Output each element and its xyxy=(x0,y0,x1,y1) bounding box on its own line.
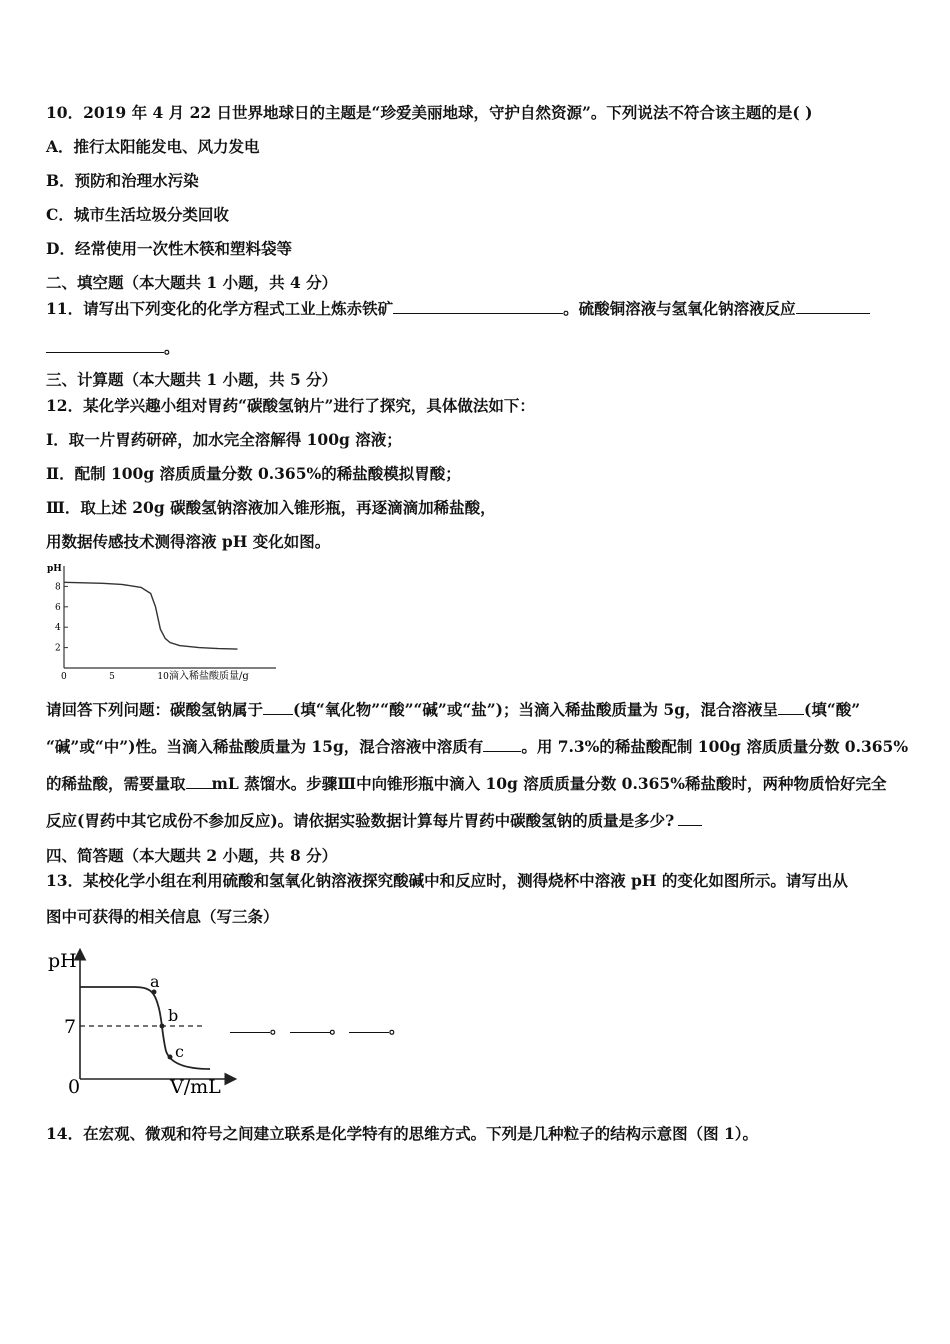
q12-blank1[interactable] xyxy=(263,700,293,715)
q12-stem: 12．某化学兴趣小组对胃药“碳酸氢钠片”进行了探究，具体做法如下： xyxy=(46,396,535,415)
chart1-x-tick-label: 0 xyxy=(61,672,67,682)
q13-stem-2: 图中可获得的相关信息（写三条） xyxy=(46,907,279,926)
q10-option-a: A．推行太阳能发电、风力发电 xyxy=(46,137,260,156)
q13-blank2[interactable] xyxy=(290,1018,330,1033)
q13-stem-1: 13．某校化学小组在利用硫酸和氢氧化钠溶液探究酸碱中和反应时，测得烧杯中溶液 pH 的变化如图所示。请写出从 xyxy=(46,871,848,890)
q12-ask2b: 。用 7.3%的稀盐酸配制 100g 溶质质量分数 0.365% xyxy=(521,737,909,756)
q12-ask2a: “碱”或“中”)性。当滴入稀盐酸质量为 15g，混合溶液中溶质有 xyxy=(46,737,484,756)
chart2-label-a: a xyxy=(150,972,160,991)
q13-sep2: 。 xyxy=(329,1018,346,1037)
q11-line1 xyxy=(46,299,870,319)
chart1-ph-curve xyxy=(64,582,238,649)
q14-stem: 14．在宏观、微观和符号之间建立联系是化学特有的思维方式。下列是几种粒子的结构示意图（图 1）。 xyxy=(46,1124,759,1143)
q11-end: 。 xyxy=(164,338,180,357)
q11-part1: 11．请写出下列变化的化学方程式工业上炼赤铁矿 xyxy=(46,299,394,318)
section4-heading: 四、简答题（本大题共 2 小题，共 8 分） xyxy=(46,846,338,865)
q11-blank2a[interactable] xyxy=(796,299,870,314)
q12-blank2[interactable] xyxy=(778,700,804,715)
q12-ask-line3 xyxy=(46,774,886,794)
q13-sep1: 。 xyxy=(270,1018,286,1037)
section3-heading: 三、计算题（本大题共 1 小题，共 5 分） xyxy=(46,370,338,389)
chart1-y-tick-label: 6 xyxy=(55,602,61,613)
q13-end: 。 xyxy=(389,1018,405,1037)
q10-option-d: D．经常使用一次性木筷和塑料袋等 xyxy=(46,239,292,258)
q12-ask3a: 的稀盐酸，需要量取 xyxy=(46,774,186,793)
q11-line2 xyxy=(46,338,180,358)
section2-heading: 二、填空题（本大题共 1 小题，共 4 分） xyxy=(46,273,338,292)
q10-option-b: B．预防和治理水污染 xyxy=(46,171,199,190)
chart1-x-tick-label: 10 xyxy=(157,672,169,682)
q12-ask1a: 请回答下列问题：碳酸氢钠属于 xyxy=(46,700,264,719)
q12-ask-line1 xyxy=(46,700,860,720)
q12-ask-line2 xyxy=(46,737,908,757)
q10-stem: 10．2019 年 4 月 22 日世界地球日的主题是“珍爱美丽地球，守护自然资源”。下列说法不符合该主题的是( ) xyxy=(46,103,813,122)
q13-blank1[interactable] xyxy=(230,1018,270,1033)
q12-blank4[interactable] xyxy=(186,774,212,789)
chart1-y-tick-label: 2 xyxy=(55,643,61,654)
chart2-point-c xyxy=(168,1055,173,1060)
q10-option-c: C．城市生活垃圾分类回收 xyxy=(46,205,229,224)
q11-blank2b[interactable] xyxy=(46,338,164,353)
chart1-x-label: 滴入稀盐酸质量/g xyxy=(169,671,249,682)
q12-ask1c: (填“酸” xyxy=(804,700,861,719)
chart2-label-c: c xyxy=(175,1042,184,1061)
q12-ask4: 反应(胃药中其它成份不参加反应)。请依据实验数据计算每片胃药中碳酸氢钠的质量是多少? xyxy=(46,811,675,830)
ph-chart-1 xyxy=(44,560,284,682)
q11-part2: 。硫酸铜溶液与氢氧化钠溶液反应 xyxy=(563,299,796,318)
q12-blank3[interactable] xyxy=(483,737,521,752)
q11-blank1[interactable] xyxy=(393,299,563,314)
q12-ask-line4 xyxy=(46,811,702,831)
q12-step1: Ⅰ．取一片胃药研碎，加水完全溶解得 100g 溶液； xyxy=(46,430,402,449)
q12-step2: Ⅱ．配制 100g 溶质质量分数 0.365%的稀盐酸模拟胃酸； xyxy=(46,464,461,483)
chart1-x-tick-label: 5 xyxy=(109,672,115,682)
chart2-x-label: V/mL xyxy=(170,1076,221,1095)
chart1-y-label: pH xyxy=(47,564,62,574)
q13-blank3[interactable] xyxy=(349,1018,389,1033)
q12-blank5[interactable] xyxy=(678,811,702,826)
q13-answer-blanks xyxy=(230,1018,405,1038)
q12-ask3b: mL 蒸馏水。步骤Ⅲ中向锥形瓶中滴入 10g 溶质质量分数 0.365%稀盐酸时，两种物质恰好完全 xyxy=(211,774,887,793)
chart2-point-b xyxy=(160,1024,165,1029)
ph-chart-2 xyxy=(44,945,244,1095)
q12-step3: Ⅲ．取上述 20g 碳酸氢钠溶液加入锥形瓶，再逐滴滴加稀盐酸， xyxy=(46,498,496,517)
chart1-y-tick-label: 4 xyxy=(55,623,61,634)
chart2-ph-curve xyxy=(80,987,210,1069)
chart2-origin-label: 0 xyxy=(68,1076,81,1095)
chart1-y-ticks xyxy=(55,582,68,653)
q12-ask1b: (填“氧化物”“酸”“碱”或“盐”)；当滴入稀盐酸质量为 5g，混合溶液呈 xyxy=(293,700,779,719)
chart2-seven-label: 7 xyxy=(64,1016,77,1038)
chart1-x-ticks xyxy=(61,672,169,682)
chart1-y-tick-label: 8 xyxy=(55,582,61,593)
q12-step4: 用数据传感技术测得溶液 pH 变化如图。 xyxy=(46,532,331,551)
chart2-y-label: pH xyxy=(48,950,77,972)
chart2-label-b: b xyxy=(168,1006,179,1025)
